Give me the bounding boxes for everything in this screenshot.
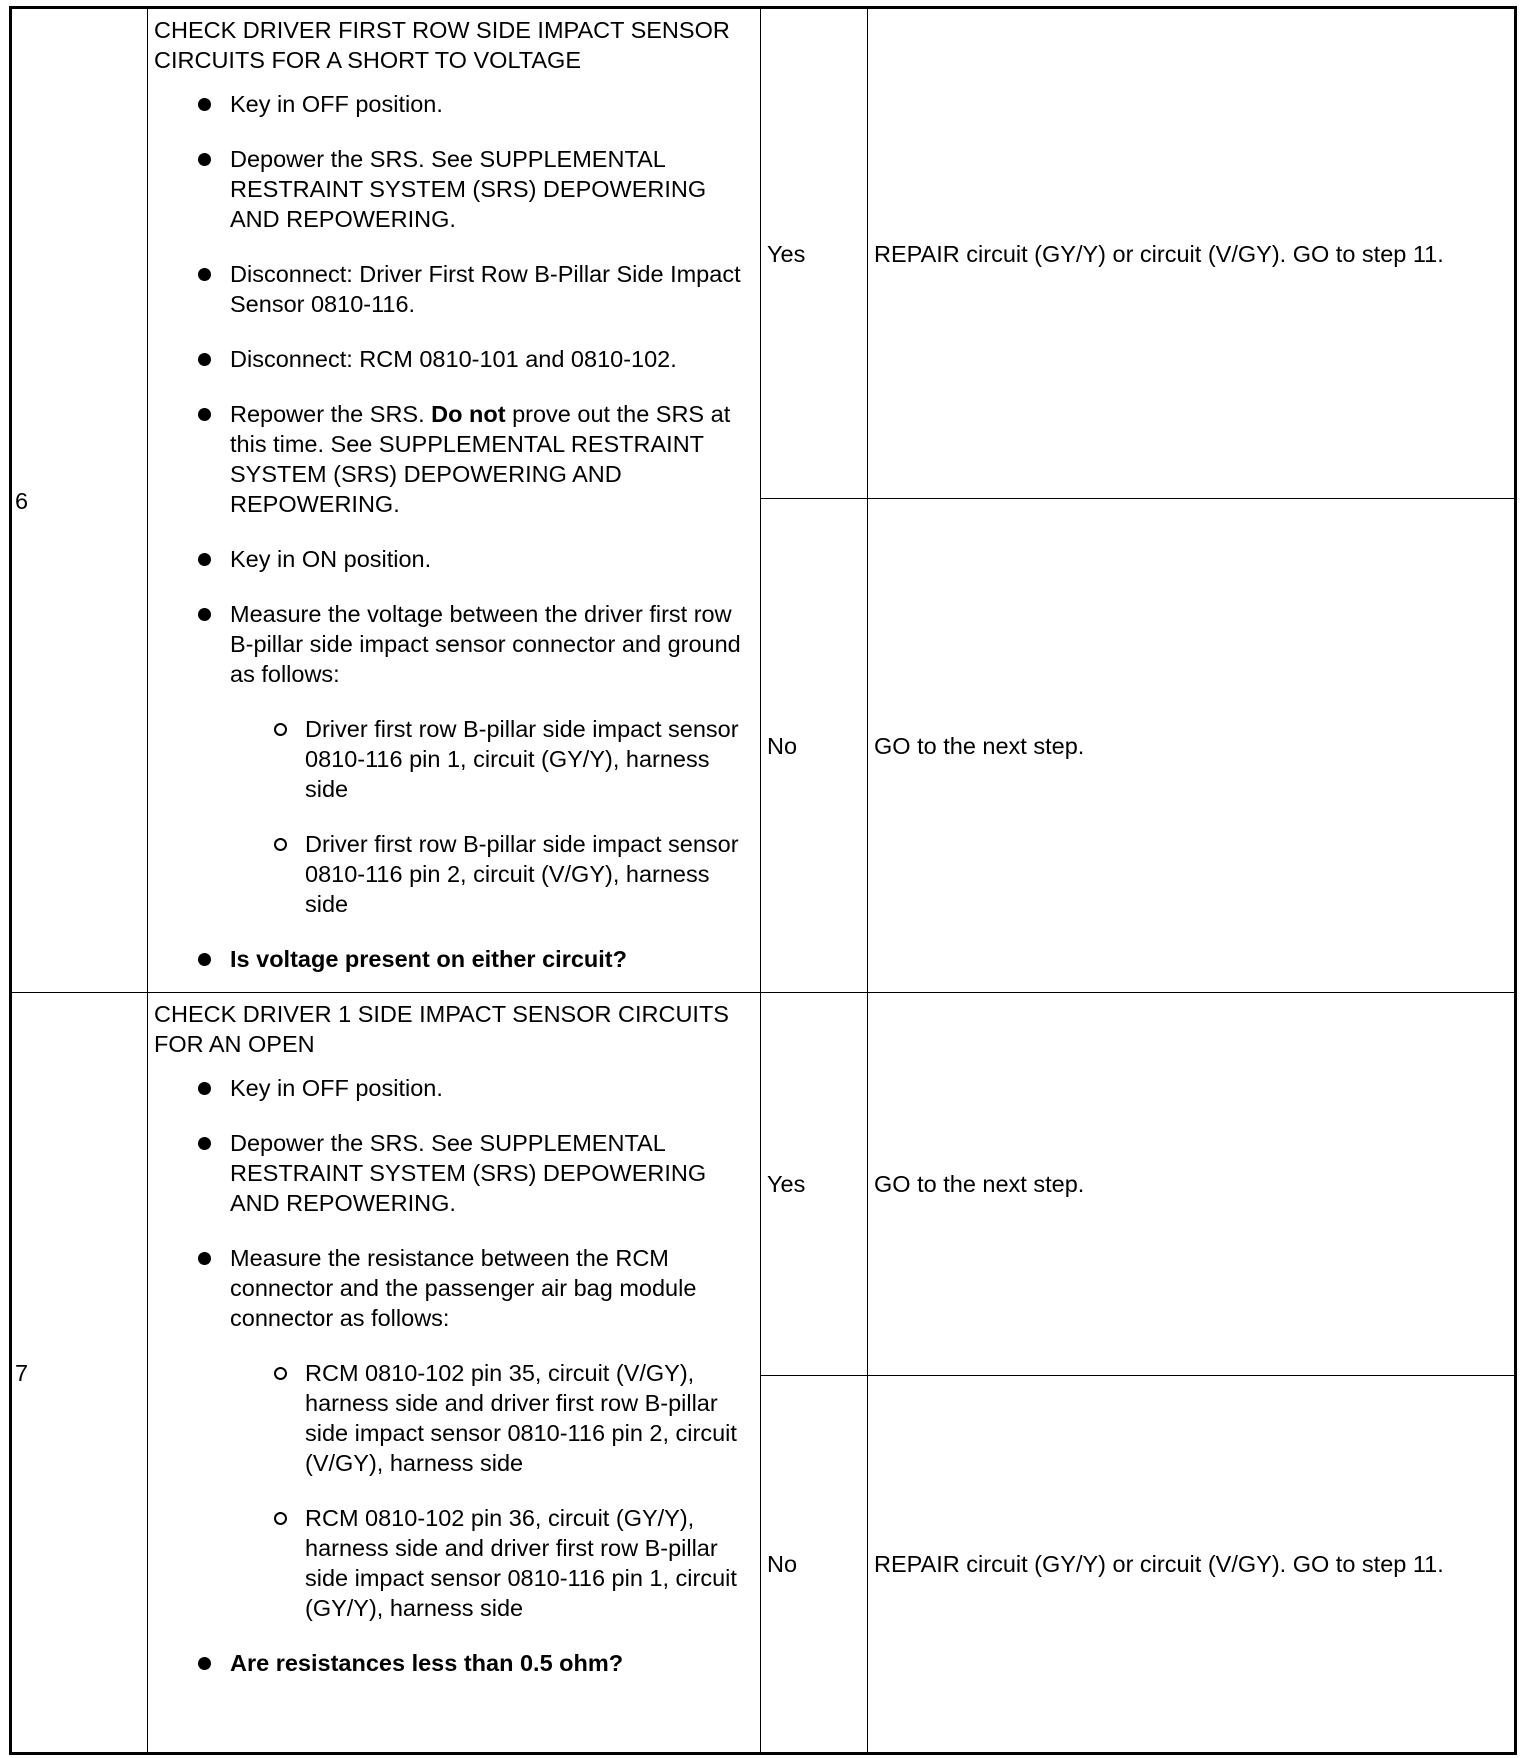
- step-title: CHECK DRIVER 1 SIDE IMPACT SENSOR CIRCUITS FOR AN OPEN: [154, 1001, 729, 1057]
- repower-after: prove out the SRS at this time. See SUPPLEMENTAL RESTRAINT SYSTEM (SRS) DEPOWERING AND REPOWERING.: [230, 401, 731, 517]
- diagnostic-table: [9, 6, 1517, 1755]
- step-title: CHECK DRIVER FIRST ROW SIDE IMPACT SENSOR CIRCUITS FOR A SHORT TO VOLTAGE: [154, 17, 730, 73]
- bullet-icon: [198, 268, 211, 281]
- yes-action: REPAIR circuit (GY/Y) or circuit (V/GY). GO to step 11.: [868, 8, 1516, 499]
- action-list: [154, 1073, 752, 1678]
- action-item: [154, 144, 752, 234]
- step-number: 6: [11, 8, 148, 993]
- question-item: [154, 944, 752, 974]
- action-text: Disconnect: Driver First Row B-Pillar Side Impact Sensor 0810-116.: [230, 261, 741, 317]
- measure-text: Measure the voltage between the driver first row B-pillar side impact sensor connector and ground as follows:: [230, 601, 741, 687]
- action-text: Disconnect: RCM 0810-101 and 0810-102.: [230, 346, 677, 372]
- action-text: Depower the SRS. See SUPPLEMENTAL RESTRAINT SYSTEM (SRS) DEPOWERING AND REPOWERING.: [230, 1130, 707, 1216]
- step-number: 7: [11, 993, 148, 1754]
- step-7-action-cell: [148, 993, 761, 1754]
- repower-before: Repower the SRS.: [230, 401, 425, 427]
- sub-bullet-icon: [274, 838, 287, 851]
- action-item: [154, 1243, 752, 1623]
- question-text: Is voltage present on either circuit?: [230, 946, 627, 972]
- step-7-yes-row: [11, 993, 1516, 1376]
- action-list: [154, 89, 752, 974]
- measurement-item: [230, 1358, 752, 1478]
- yes-action: GO to the next step.: [868, 993, 1516, 1376]
- measurement-text: Driver first row B-pillar side impact sensor 0810-116 pin 2, circuit (V/GY), harness side: [305, 831, 739, 917]
- step-6-action-cell: [148, 8, 761, 993]
- result-yes: Yes: [761, 8, 868, 499]
- measurement-text: RCM 0810-102 pin 35, circuit (V/GY), harness side and driver first row B-pillar side impact sensor 0810-116 pin 2, circuit (V/GY), harness side: [305, 1360, 737, 1476]
- action-text: Key in OFF position.: [230, 1075, 443, 1101]
- action-item: [154, 259, 752, 319]
- sub-bullet-icon: [274, 1367, 287, 1380]
- bullet-icon: [198, 953, 211, 966]
- bullet-icon: [198, 608, 211, 621]
- bullet-icon: [198, 1082, 211, 1095]
- bullet-icon: [198, 353, 211, 366]
- bullet-icon: [198, 1657, 211, 1670]
- question-text: Are resistances less than 0.5 ohm?: [230, 1650, 624, 1676]
- action-item: [154, 344, 752, 374]
- step-6-yes-row: [11, 8, 1516, 499]
- bullet-icon: [198, 98, 211, 111]
- measurement-text: RCM 0810-102 pin 36, circuit (GY/Y), harness side and driver first row B-pillar side impact sensor 0810-116 pin 1, circuit (GY/Y), harness side: [305, 1505, 737, 1621]
- repower-warning: Do not: [431, 401, 506, 427]
- measurement-item: [230, 714, 752, 804]
- action-item: [154, 599, 752, 919]
- measurement-list: [230, 714, 752, 919]
- result-no: No: [761, 1376, 868, 1754]
- action-text: Key in ON position.: [230, 546, 432, 572]
- bullet-icon: [198, 153, 211, 166]
- bullet-icon: [198, 1137, 211, 1150]
- sub-bullet-icon: [274, 1512, 287, 1525]
- bullet-icon: [198, 553, 211, 566]
- no-action: GO to the next step.: [868, 499, 1516, 993]
- action-text: Depower the SRS. See SUPPLEMENTAL RESTRAINT SYSTEM (SRS) DEPOWERING AND REPOWERING.: [230, 146, 707, 232]
- action-item: [154, 1128, 752, 1218]
- bullet-icon: [198, 408, 211, 421]
- result-yes: Yes: [761, 993, 868, 1376]
- bullet-icon: [198, 1252, 211, 1265]
- measurement-item: [230, 1503, 752, 1623]
- measurement-item: [230, 829, 752, 919]
- measurement-text: Driver first row B-pillar side impact sensor 0810-116 pin 1, circuit (GY/Y), harness side: [305, 716, 739, 802]
- action-item: [154, 399, 752, 519]
- measurement-list: [230, 1358, 752, 1623]
- sub-bullet-icon: [274, 723, 287, 736]
- measure-text: Measure the resistance between the RCM connector and the passenger air bag module connector as follows:: [230, 1245, 697, 1331]
- no-action: REPAIR circuit (GY/Y) or circuit (V/GY). GO to step 11.: [868, 1376, 1516, 1754]
- question-item: [154, 1648, 752, 1678]
- action-item: [154, 1073, 752, 1103]
- action-item: [154, 89, 752, 119]
- action-item: [154, 544, 752, 574]
- action-text: Key in OFF position.: [230, 91, 443, 117]
- result-no: No: [761, 499, 868, 993]
